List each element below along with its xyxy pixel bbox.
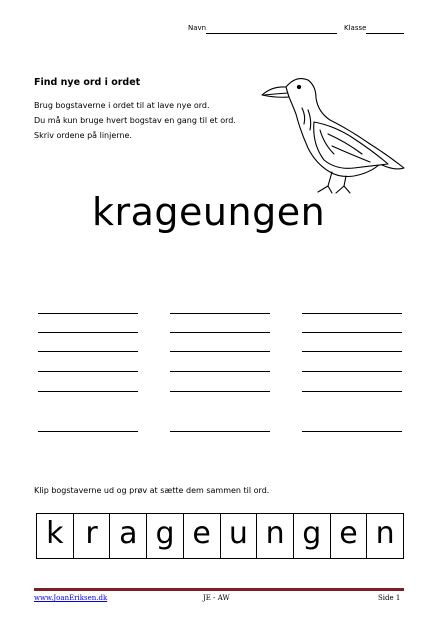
answer-line[interactable] (38, 332, 138, 333)
answer-line[interactable] (170, 431, 270, 432)
answer-line[interactable] (302, 351, 402, 352)
footer-rule (34, 588, 404, 591)
letter-tile[interactable]: u (221, 514, 258, 558)
letter-tile[interactable]: k (37, 514, 74, 558)
answer-line[interactable] (170, 332, 270, 333)
letter-tiles (36, 513, 404, 559)
footer-initials: JE - AW (203, 594, 230, 602)
answer-line[interactable] (38, 351, 138, 352)
answer-line[interactable] (302, 313, 402, 314)
instruction-line-2: Du må kun bruge hvert bogstav en gang til et ord. (34, 116, 236, 125)
letter-tile[interactable]: r (74, 514, 111, 558)
letter-tile[interactable]: n (257, 514, 294, 558)
clip-instruction: Klip bogstaverne ud og prøv at sætte dem sammen til ord. (34, 486, 270, 495)
letter-tile[interactable]: e (184, 514, 221, 558)
crow-illustration (258, 72, 408, 197)
answer-line[interactable] (38, 313, 138, 314)
letter-tile[interactable]: g (294, 514, 331, 558)
instruction-line-3: Skriv ordene på linjerne. (34, 131, 132, 140)
class-line[interactable] (366, 33, 404, 34)
answer-line[interactable] (170, 351, 270, 352)
letter-tile[interactable]: n (375, 516, 395, 551)
answer-line[interactable] (38, 391, 138, 392)
letter-tile[interactable]: e (331, 514, 368, 558)
class-label: Klasse (344, 24, 367, 32)
name-line[interactable] (206, 33, 337, 34)
answer-line[interactable] (302, 391, 402, 392)
target-word: krageungen (92, 190, 326, 234)
instruction-line-1: Brug bogstaverne i ordet til at lave nye ord. (34, 101, 210, 110)
answer-line[interactable] (38, 371, 138, 372)
page-number: Side 1 (378, 594, 401, 602)
answer-line[interactable] (170, 391, 270, 392)
answer-line[interactable] (170, 371, 270, 372)
answer-line[interactable] (302, 431, 402, 432)
letter-tile[interactable]: g (147, 514, 184, 558)
answer-line[interactable] (302, 371, 402, 372)
answer-line[interactable] (170, 313, 270, 314)
page-title: Find nye ord i ordet (34, 77, 141, 88)
footer-link[interactable]: www.JoanEriksen.dk (34, 594, 108, 602)
answer-line[interactable] (302, 332, 402, 333)
answer-line[interactable] (38, 431, 138, 432)
letter-tile[interactable]: a (110, 514, 147, 558)
name-label: Navn (188, 24, 207, 32)
